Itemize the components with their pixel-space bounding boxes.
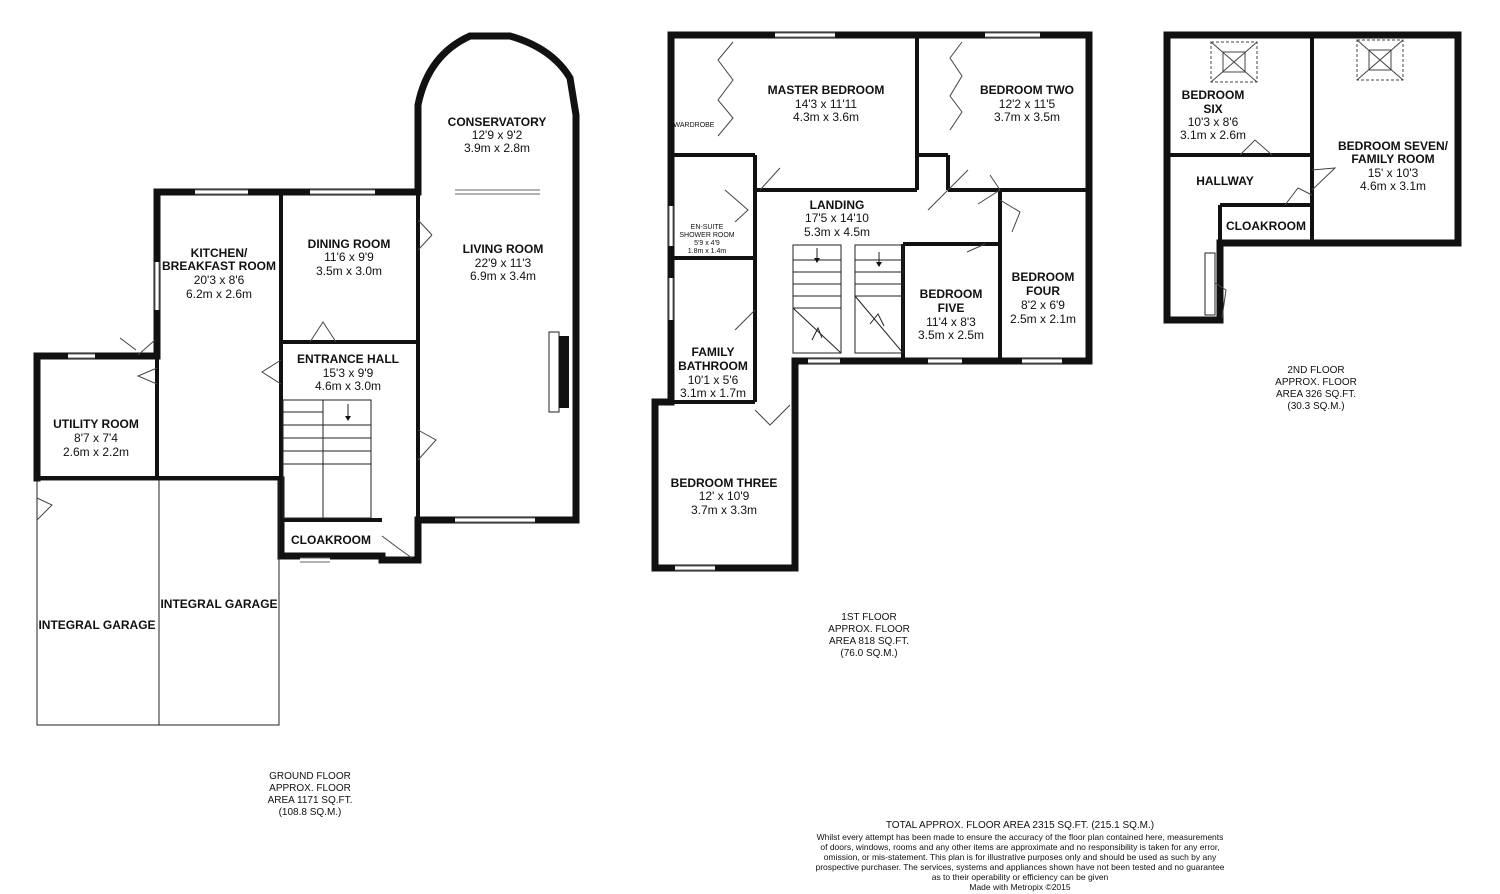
room-dims-imperial: 10'3 x 8'6 [1187, 115, 1239, 129]
room-dims-metric: 2.5m x 2.1m [1009, 312, 1077, 326]
room-name: SIX [1203, 102, 1223, 116]
ground-cloakroom-label: CLOAKROOM [291, 533, 371, 547]
room-name: BREAKFAST ROOM [162, 259, 276, 273]
room-name: DINING ROOM [307, 237, 391, 251]
room-dims-imperial: 5'9 x 4'9 [694, 240, 720, 247]
room-dims-metric: 3.7m x 3.5m [993, 110, 1061, 124]
room-dims-imperial: 22'9 x 11'3 [474, 256, 532, 270]
room-dims-metric: 6.9m x 3.4m [469, 269, 537, 283]
room-dims-metric: 2.6m x 2.2m [62, 445, 130, 459]
disclaimer-line: as to their operability or efficiency can be given [931, 872, 1109, 882]
room-dims-imperial: 15' x 10'3 [1367, 166, 1419, 180]
room-dims-metric: 5.3m x 4.5m [803, 225, 871, 239]
room-name: BEDROOM [1181, 88, 1245, 102]
room-dims-metric: 3.5m x 2.5m [917, 328, 985, 342]
room-dims-metric: 3.1m x 1.7m [679, 386, 747, 400]
ground-stairs [283, 400, 371, 518]
footer [815, 820, 1224, 892]
room-dims-imperial: 12'9 x 9'2 [471, 128, 523, 142]
room-dims-imperial: 8'2 x 6'9 [1021, 298, 1065, 312]
room-dims-imperial: 11'6 x 9'9 [324, 250, 374, 264]
room-name: FIVE [937, 301, 965, 315]
room-dims-imperial: 11'4 x 8'3 [926, 315, 976, 329]
room-dims-imperial: 10'1 x 5'6 [687, 373, 739, 387]
room-name: ENTRANCE HALL [297, 352, 399, 366]
utility-room-label [53, 417, 139, 459]
ground-floor-area [268, 771, 353, 818]
room-name: FAMILY [691, 345, 735, 359]
room-name: FOUR [1026, 284, 1060, 298]
living-room-label [463, 242, 544, 283]
svg-text:GROUND FLOOR: GROUND FLOOR [269, 771, 351, 782]
kitchen-label [162, 246, 276, 301]
second-cloakroom-label: CLOAKROOM [1226, 219, 1306, 233]
room-name: BATHROOM [678, 359, 748, 373]
entrance-hall-label [297, 352, 399, 393]
room-name: BEDROOM TWO [980, 83, 1074, 97]
room-name: FAMILY ROOM [1351, 152, 1435, 166]
master-bedroom-label [768, 83, 885, 124]
skylight-icon [1211, 42, 1257, 82]
wardrobe-label: WARDROBE [673, 122, 715, 129]
room-name: BEDROOM SEVEN/ [1337, 139, 1449, 153]
second-floor-plan [1167, 35, 1458, 412]
room-name: BEDROOM [1011, 270, 1075, 284]
disclaimer-line: Whilst every attempt has been made to ensure the accuracy of the floor plan contained here, measurements [816, 832, 1224, 842]
room-dims-metric: 3.1m x 2.6m [1179, 128, 1247, 142]
disclaimer-line: of doors, windows, rooms and any other items are approximate and no responsibility is taken for any error, [820, 842, 1220, 852]
ensuite-label [679, 224, 734, 255]
room-dims-imperial: 14'3 x 11'11 [794, 97, 858, 111]
room-dims-metric: 4.6m x 3.1m [1359, 179, 1427, 193]
integral-garage-left-label: INTEGRAL GARAGE [38, 618, 156, 632]
bedroom-six-label [1180, 88, 1246, 142]
room-name: SHOWER ROOM [679, 232, 735, 239]
disclaimer-line: prospective purchaser. The services, systems and appliances shown have not been tested and no guarantee [815, 862, 1225, 872]
first-floor-area [828, 612, 910, 659]
room-dims-metric: 3.9m x 2.8m [463, 141, 531, 155]
integral-garage-right-label: INTEGRAL GARAGE [160, 597, 278, 611]
room-name: UTILITY ROOM [53, 417, 139, 431]
bedroom-three-label [671, 476, 778, 517]
room-name: EN-SUITE [690, 224, 724, 231]
conservatory-label [448, 115, 547, 155]
room-dims-imperial: 15'3 x 9'9 [322, 366, 374, 380]
room-name: MASTER BEDROOM [767, 83, 885, 97]
room-name: BEDROOM THREE [670, 476, 778, 490]
room-dims-metric: 6.2m x 2.6m [185, 287, 253, 301]
room-dims-imperial: 12' x 10'9 [698, 489, 750, 503]
credit: Made with Metropix ©2015 [969, 882, 1071, 892]
room-dims-metric: 1.8m x 1.4m [687, 248, 727, 255]
room-dims-imperial: 8'7 x 7'4 [74, 431, 118, 445]
svg-text:APPROX. FLOOR: APPROX. FLOOR [269, 783, 351, 794]
room-dims-metric: 3.7m x 3.3m [690, 503, 758, 517]
room-dims-imperial: 20'3 x 8'6 [193, 273, 245, 287]
total-area: TOTAL APPROX. FLOOR AREA 2315 SQ.FT. (215.1 SQ.M.) [885, 820, 1155, 831]
svg-text:AREA 1171 SQ.FT.: AREA 1171 SQ.FT. [267, 795, 353, 806]
svg-text:APPROX. FLOOR: APPROX. FLOOR [828, 624, 910, 635]
svg-text:(30.3 SQ.M.): (30.3 SQ.M.) [1287, 401, 1345, 412]
svg-text:2ND FLOOR: 2ND FLOOR [1287, 365, 1345, 376]
room-name: KITCHEN/ [190, 246, 248, 260]
hallway-label: HALLWAY [1196, 174, 1254, 188]
landing-label [804, 198, 870, 239]
room-dims-metric: 3.5m x 3.0m [315, 264, 383, 278]
room-name: CONSERVATORY [447, 115, 547, 129]
bedroom-two-label [980, 83, 1074, 124]
bedroom-five-label [918, 287, 984, 342]
svg-text:APPROX. FLOOR: APPROX. FLOOR [1275, 377, 1357, 388]
svg-text:AREA 818 SQ.FT.: AREA 818 SQ.FT. [828, 636, 910, 647]
svg-text:AREA 326 SQ.FT.: AREA 326 SQ.FT. [1275, 389, 1357, 400]
room-dims-metric: 4.3m x 3.6m [792, 110, 860, 124]
room-name: LIVING ROOM [462, 242, 544, 256]
room-dims-imperial: 12'2 x 11'5 [998, 97, 1056, 111]
disclaimer-line: omission, or mis-statement. This plan is for illustrative purposes only and should be used as such by any [823, 852, 1217, 862]
bedroom-four-label [1010, 270, 1076, 326]
room-dims-metric: 4.6m x 3.0m [314, 379, 382, 393]
family-bathroom-label [678, 345, 748, 400]
svg-text:(76.0 SQ.M.): (76.0 SQ.M.) [840, 648, 898, 659]
skylight-icon [1357, 40, 1403, 80]
svg-text:(108.8 SQ.M.): (108.8 SQ.M.) [278, 807, 342, 818]
dining-room-label [308, 237, 391, 278]
room-name: LANDING [809, 198, 865, 212]
bedroom-seven-label [1338, 139, 1449, 193]
ground-floor-plan [37, 36, 576, 818]
first-stairs [793, 245, 903, 353]
svg-text:1ST FLOOR: 1ST FLOOR [841, 612, 897, 623]
room-name: BEDROOM [919, 287, 983, 301]
second-floor-area [1275, 365, 1357, 412]
first-floor-plan [655, 33, 1089, 659]
room-dims-imperial: 17'5 x 14'10 [805, 211, 869, 225]
